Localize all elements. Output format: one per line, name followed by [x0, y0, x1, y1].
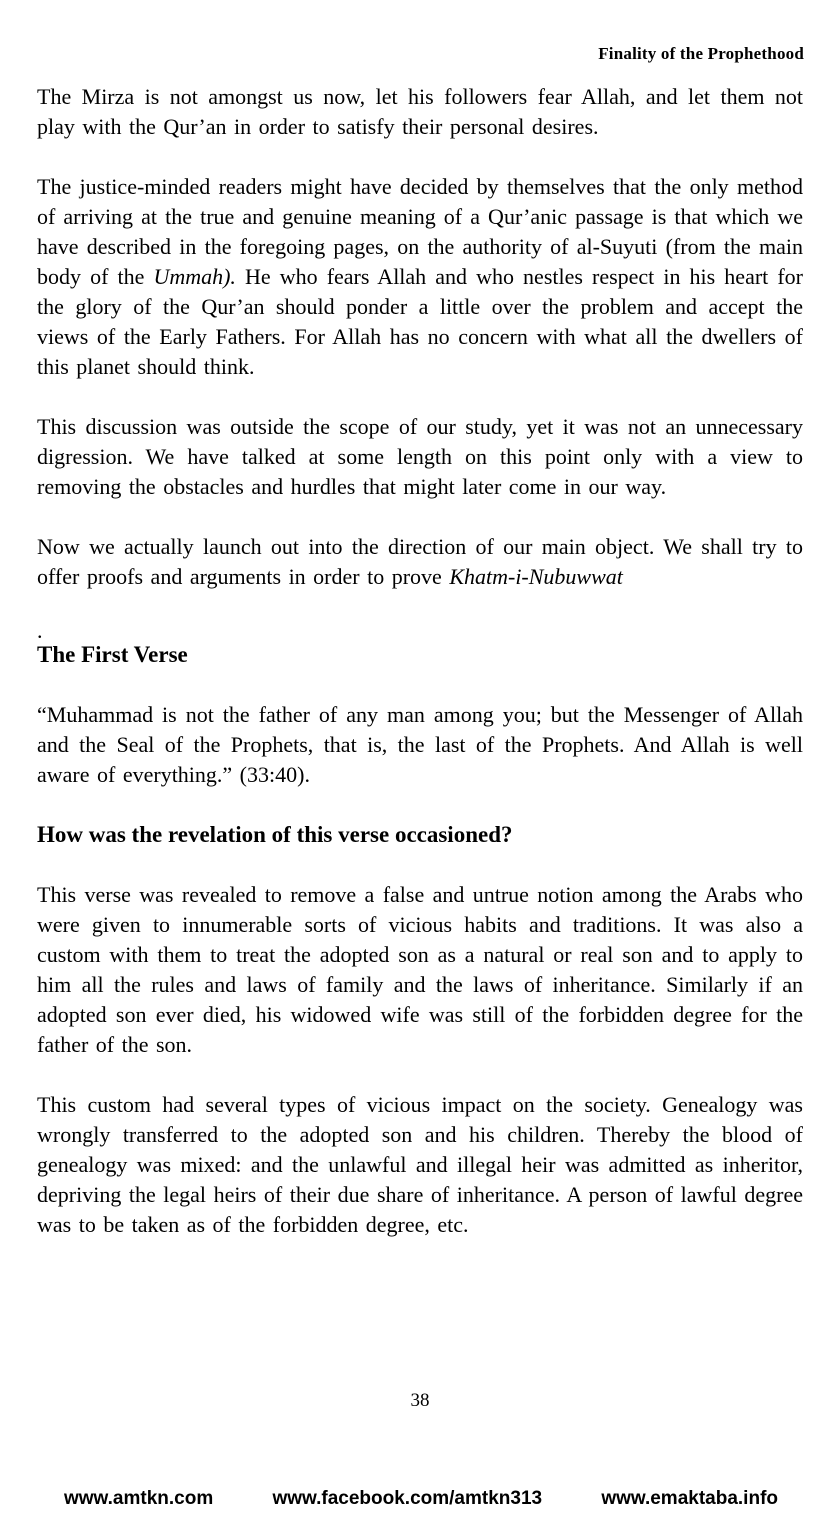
text-run: Now we actually launch out into the direction of our main object. We shall try to offer proofs and arguments in order to prove: [37, 534, 803, 589]
text-run: Ummah).: [153, 264, 236, 289]
text-run: The First Verse: [37, 642, 188, 667]
page-content: [37, 82, 803, 1270]
paragraph: [37, 618, 803, 643]
footer-link-amtkn: www.amtkn.com: [64, 1488, 214, 1509]
text-run: “Muhammad is not the father of any man among you; but the Messenger of Allah and the Seal of the Prophets, that is, the last of the Prophets. And Allah is well aware of everything.” (33:40).: [37, 702, 803, 787]
text-run: The justice-minded readers might have decided by themselves that the only method of arriving at the true and genuine meaning of a Qur’anic passage is that which we have described in the foregoing pages, on the authority of al-Suyuti (from the main body of the: [37, 174, 803, 289]
section-heading: [37, 640, 803, 670]
paragraph: [37, 880, 803, 1060]
footer-link-facebook: www.facebook.com/amtkn313: [272, 1488, 543, 1509]
text-run: This custom had several types of vicious impact on the society. Genealogy was wrongly transferred to the adopted son and his children. Thereby the blood of genealogy was mixed: and the unlawful and illegal heir was admitted as inheritor, depriving the legal heirs of their due share of inheritance. A person of lawful degree was to be taken as of the forbidden degree, etc.: [37, 1092, 803, 1237]
paragraph: [37, 82, 803, 142]
text-run: This discussion was outside the scope of our study, yet it was not an unnecessary digression. We have talked at some length on this point only with a view to removing the obstacles and hurdles that might later come in our way.: [37, 414, 803, 499]
text-run: This verse was revealed to remove a false and untrue notion among the Arabs who were given to innumerable sorts of vicious habits and traditions. It was also a custom with them to treat the adopted son as a natural or real son and to apply to him all the rules and laws of family and the laws of inheritance. Similarly if an adopted son ever died, his widowed wife was still of the forbidden degree for the father of the son.: [37, 882, 803, 1057]
page-footer: [64, 1488, 778, 1510]
text-run: Khatm-i-Nubuwwat: [449, 564, 623, 589]
section-heading: [37, 820, 803, 850]
text-run: He who fears Allah and who nestles respect in his heart for the glory of the Qur’an should ponder a little over the problem and accept the views of the Early Fathers. For Allah has no concern with what all the dwellers of this planet should think.: [37, 264, 804, 379]
paragraph: [37, 412, 803, 502]
paragraph: [37, 700, 803, 790]
text-run: The Mirza is not amongst us now, let his followers fear Allah, and let them not play with the Qur’an in order to satisfy their personal desires.: [37, 84, 803, 139]
paragraph: [37, 172, 803, 382]
page-number: 38: [410, 1390, 430, 1411]
footer-link-emaktaba: www.emaktaba.info: [601, 1488, 778, 1509]
paragraph: [37, 532, 803, 592]
running-header-title: Finality of the Prophethood: [598, 44, 804, 63]
paragraph: [37, 1090, 803, 1240]
text-run: How was the revelation of this verse occasioned?: [37, 822, 513, 847]
text-run: .: [37, 618, 43, 643]
